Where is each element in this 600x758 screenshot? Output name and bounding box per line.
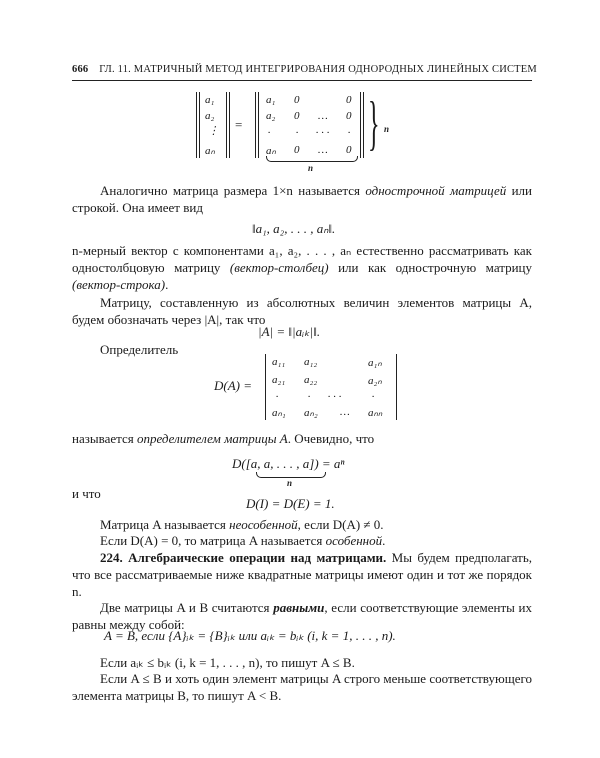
matrix-cell: 0 (346, 94, 352, 106)
paragraph-abs-matrix: Матрицу, составленную из абсолютных величин элементов матрицы A, будем обозначать через |A|, так что (72, 295, 532, 327)
term-row-vector: (вектор-строка) (72, 277, 166, 292)
matrix-cell: 0 (294, 144, 300, 156)
col-entry: ⋮ (208, 125, 219, 137)
det-cell: aₙ₂ (304, 407, 318, 419)
brace-label: n (384, 124, 390, 134)
text: называется (72, 431, 137, 446)
term-column-vector: (вектор-столбец) (229, 260, 329, 275)
formula-equal: A = B, если {A}ᵢₖ = {B}ᵢₖ или aᵢₖ = bᵢₖ (i, k = 1, . . . , n). (104, 628, 396, 643)
term-nonsingular: неособенной (229, 517, 298, 532)
term-singular: особенной (325, 533, 383, 548)
page-number: 666 (72, 64, 89, 75)
norm-bar-left-outer (255, 92, 256, 158)
paragraph-nonsingular (72, 516, 532, 533)
det-cell: a₁₁ (272, 356, 286, 368)
underbrace-label: n (308, 163, 314, 173)
term-determinant: определителем матрицы A (136, 431, 288, 446)
norm-bar-left-outer (196, 92, 197, 158)
underbrace-label: n (287, 478, 293, 488)
col-entry: a₁ (205, 94, 215, 106)
text: . Очевидно, что (287, 431, 375, 446)
section-224 (72, 549, 532, 600)
text: Две матрицы A и B считаются (100, 600, 274, 615)
underbrace (266, 156, 358, 162)
determinant-lhs: D(A) = (214, 378, 253, 393)
det-bar-right (396, 354, 397, 420)
matrix-cell: … (318, 110, 328, 122)
determinant-label: Определитель (100, 342, 179, 357)
running-title: ГЛ. 11. МАТРИЧНЫЙ МЕТОД ИНТЕГРИРОВАНИЯ ОДНОРОДНЫХ ЛИНЕЙНЫХ СИСТЕМ (99, 64, 537, 75)
text: , если соответствующие элементы их равны между собой: (72, 600, 532, 632)
term-row-matrix: однострочной матрицей (365, 183, 507, 198)
norm-bar-right-outer (229, 92, 230, 158)
det-cell: a₁₂ (304, 356, 318, 368)
norm-bar-right-inner (226, 92, 227, 158)
det-cell: a₁ₙ (368, 357, 382, 369)
text: Если D(A) = 0, то матрица A называется (100, 533, 326, 548)
matrix-cell: … (318, 144, 328, 156)
det-cell: a₂₂ (304, 374, 318, 386)
matrix-cell: 0 (346, 144, 352, 156)
det-cell: . . . (328, 388, 342, 400)
paragraph-determinant (72, 430, 532, 447)
formula-identity: D(I) = D(E) = 1. (246, 496, 335, 511)
matrix-cell: 0 (346, 110, 352, 122)
text: n-мерный вектор с компонентами a₁, a₂, . . . , aₙ естественно рассматривать как одностолбцовую матрицу (72, 243, 532, 275)
row-matrix-formula: ‖a₁, a₂, . . . , aₙ‖. (252, 221, 336, 236)
text: или как однострочную матрицу (328, 260, 533, 275)
section-title: 224. Алгебраические операции над матрицами. (100, 550, 387, 565)
det-cell: … (340, 406, 350, 418)
paragraph-singular (72, 532, 532, 549)
text: Матрица A называется (100, 517, 230, 532)
equals-sign: = (235, 117, 243, 132)
det-cell: . (276, 388, 279, 400)
abs-formula: |A| = ‖|aᵢₖ|‖. (258, 324, 321, 339)
formula-d-of-a: D([a, a, . . . , a]) = aⁿ (232, 456, 345, 471)
det-bar-left (265, 354, 266, 420)
det-cell: a₂₁ (272, 374, 286, 386)
paragraph-lt: Если A ≤ B и хоть один элемент матрицы A строго меньше соответствующего элемента матрицы B, то пишут A < B. (72, 671, 532, 703)
and-that-text: и что (72, 486, 101, 501)
matrix-cell: 0 (294, 94, 300, 106)
matrix-cell: . (296, 124, 299, 136)
text: или строкой. Она имеет вид (72, 183, 533, 215)
section-text: Мы будем предполагать, что все рассматриваемые ниже квадратные матрицы имеют один и тот же порядок n. (72, 550, 532, 599)
col-entry: a₂ (205, 110, 215, 122)
text: Аналогично матрица размера 1×n называется (100, 183, 366, 198)
text: , если D(A) ≠ 0. (297, 517, 384, 532)
col-entry: aₙ (205, 145, 215, 157)
right-brace: } (368, 90, 380, 156)
matrix-cell: . . . (316, 124, 330, 136)
norm-bar-right-outer (363, 92, 364, 158)
matrix-cell: a₁ (266, 94, 276, 106)
matrix-cell: . (268, 124, 271, 136)
text: . (165, 277, 169, 292)
header-rule (72, 80, 532, 81)
matrix-cell: 0 (294, 110, 300, 122)
norm-bar-right-inner (360, 92, 361, 158)
det-cell: aₙₙ (368, 407, 383, 419)
term-equal: равными (273, 600, 325, 615)
running-header (72, 64, 537, 75)
paragraph-vectors (72, 242, 532, 293)
det-cell: a₂ₙ (368, 375, 382, 387)
det-cell: . (372, 388, 375, 400)
paragraph-row-matrix (72, 182, 532, 216)
norm-bar-left-inner (199, 92, 200, 158)
matrix-cell: a₂ (266, 110, 276, 122)
det-cell: aₙ₁ (272, 407, 286, 419)
paragraph-le: Если aᵢₖ ≤ bᵢₖ (i, k = 1, . . . , n), то пишут A ≤ B. (100, 655, 355, 670)
text: . (382, 533, 386, 548)
norm-bar-left-inner (258, 92, 259, 158)
det-cell: . (308, 388, 311, 400)
matrix-cell: . (348, 124, 351, 136)
matrix-cell: aₙ (266, 145, 276, 157)
